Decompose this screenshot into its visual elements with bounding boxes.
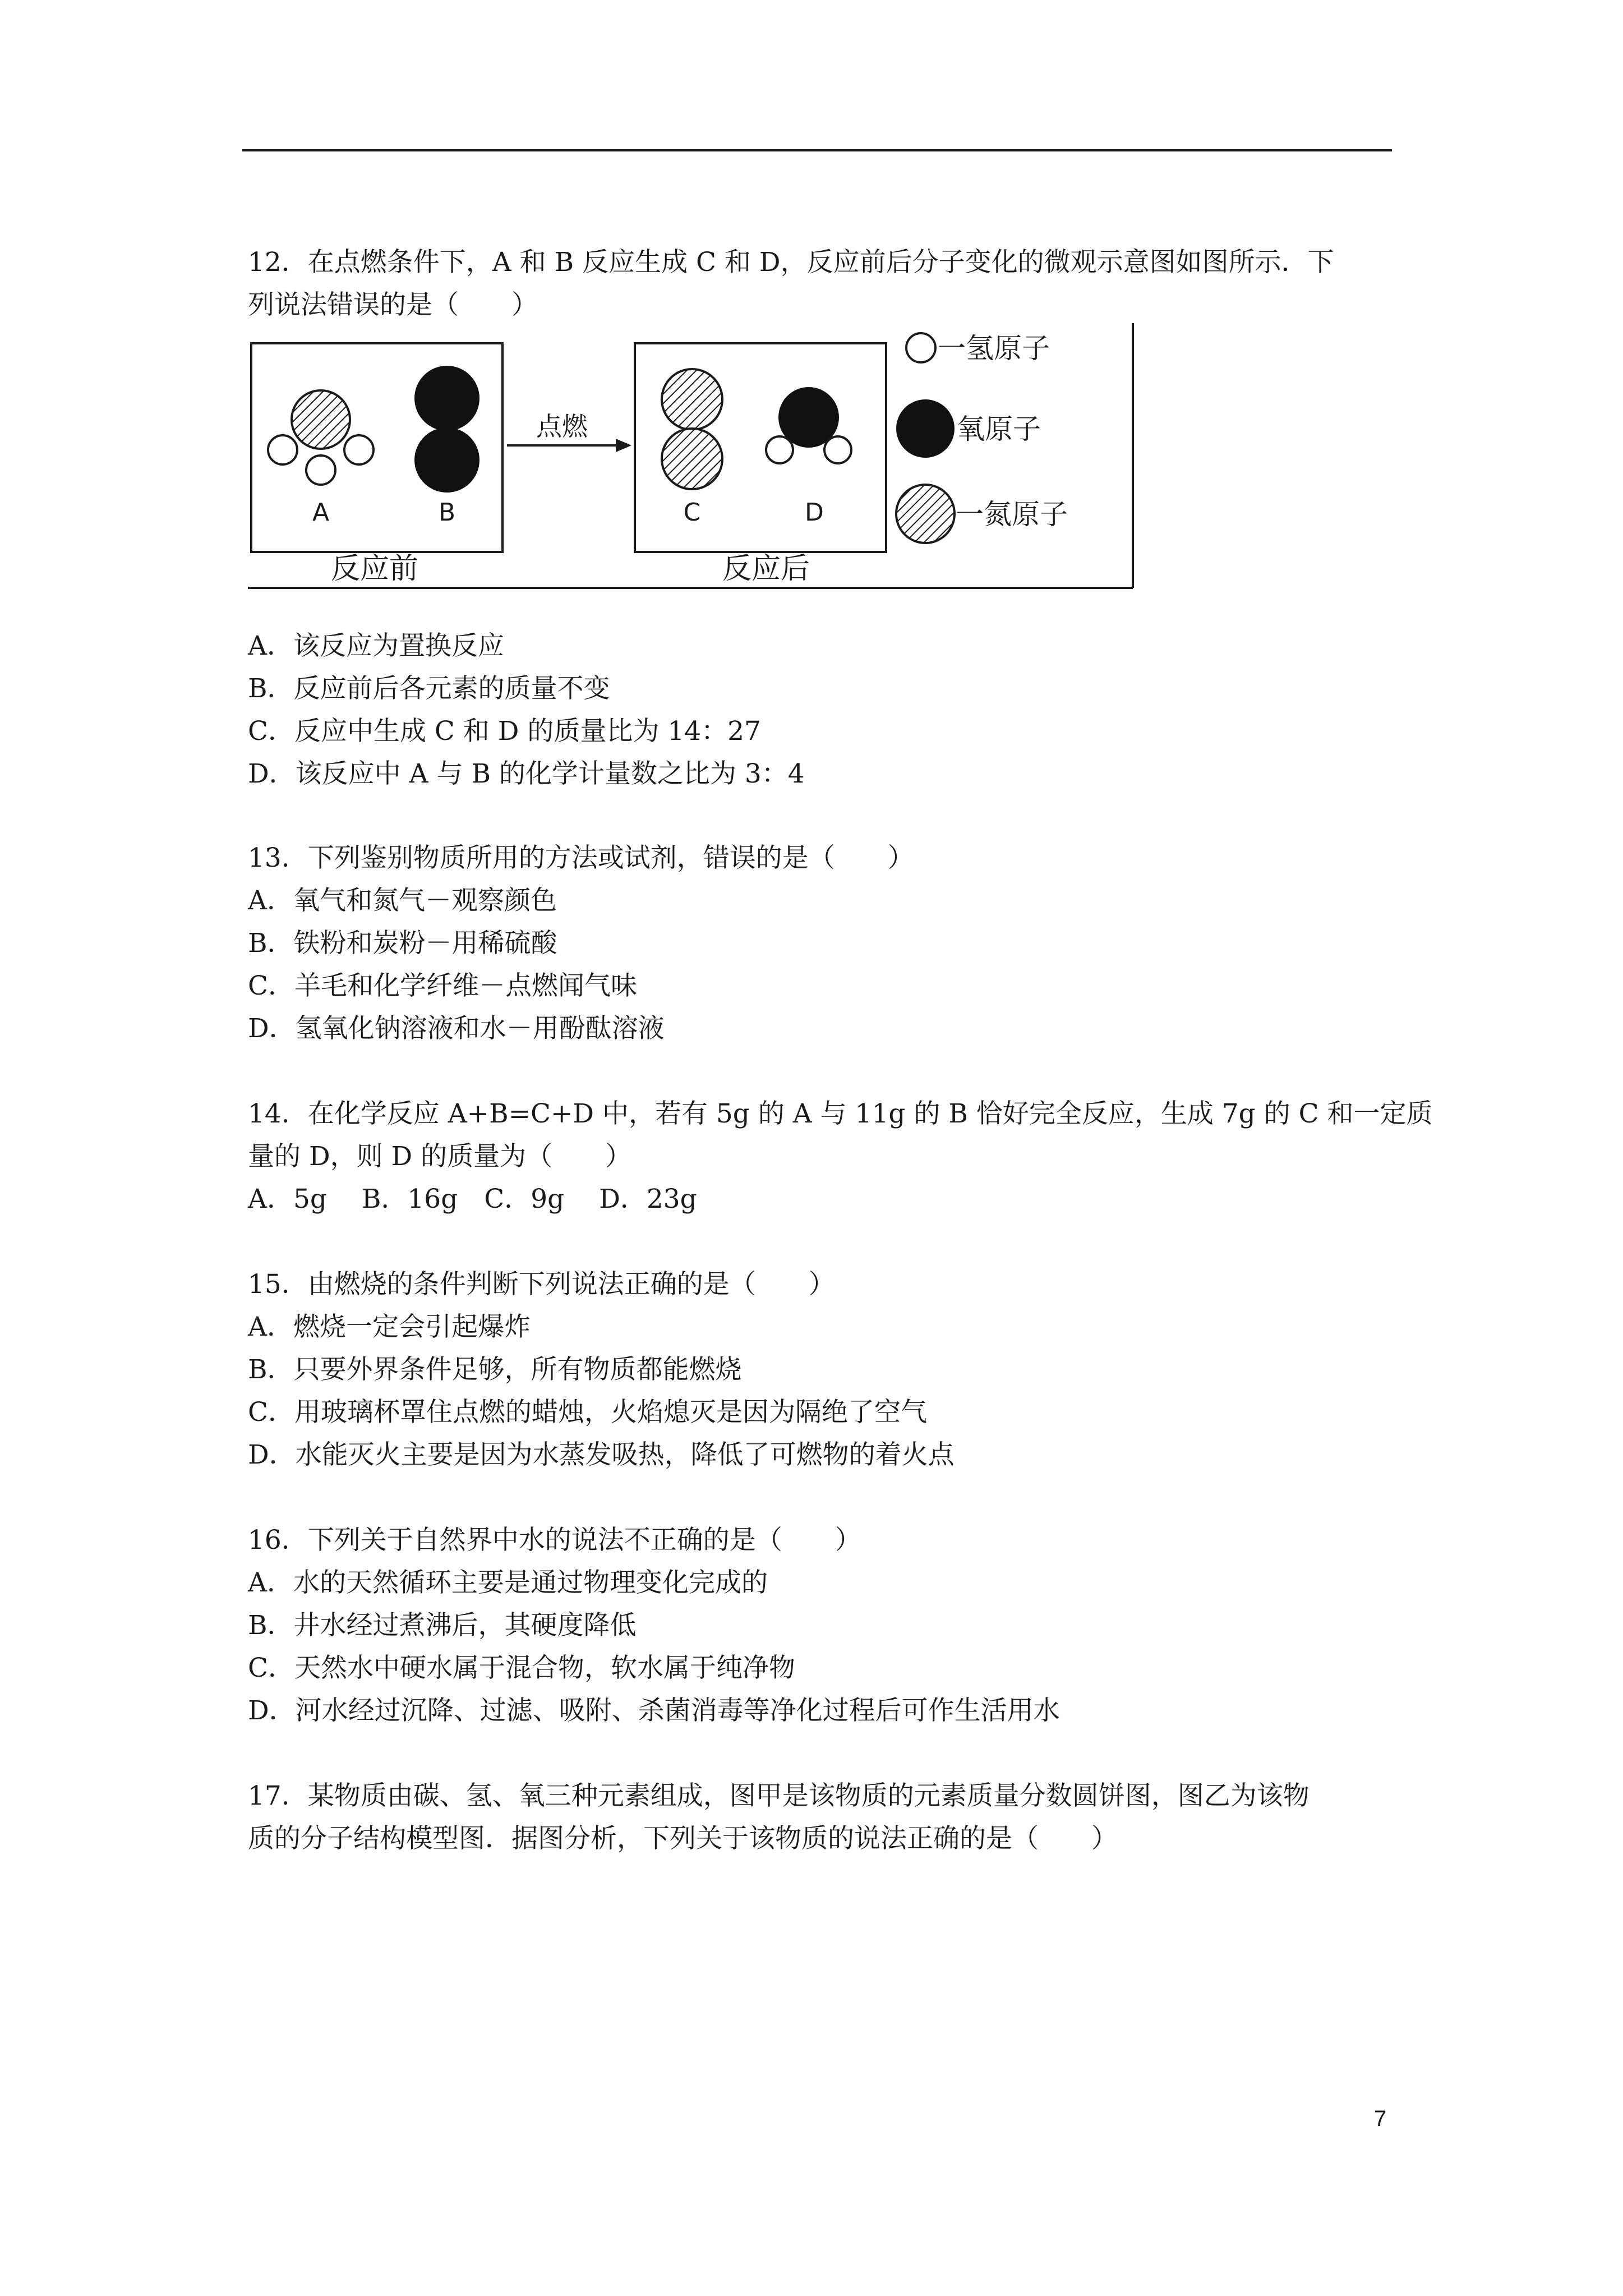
q16-option-b: B．井水经过煮沸后，其硬度降低 xyxy=(248,1610,637,1641)
oxygen-atom xyxy=(414,366,479,431)
q15-option-c: C．用玻璃杯罩住点燃的蜡烛，火焰熄灭是因为隔绝了空气 xyxy=(248,1397,927,1428)
hydrogen-atom xyxy=(344,435,374,464)
q13-option-c: C．羊毛和化学纤维－点燃闻气味 xyxy=(248,970,637,1001)
legend xyxy=(896,332,1068,543)
q17-stem-line2: 质的分子结构模型图．据图分析，下列关于该物质的说法正确的是（ ） xyxy=(248,1823,1118,1854)
q15-option-a: A．燃烧一定会引起爆炸 xyxy=(248,1312,531,1342)
label-d: D xyxy=(805,498,824,527)
nitrogen-atom xyxy=(292,390,350,449)
q12-stem-line1: 12．在点燃条件下，A 和 B 反应生成 C 和 D，反应前后分子变化的微观示意图如图所示．下 xyxy=(248,247,1334,278)
q16-stem: 16．下列关于自然界中水的说法不正确的是（ ） xyxy=(248,1525,861,1556)
q14-options: A．5g B．16g C．9g D．23g xyxy=(248,1184,697,1214)
q16-option-a: A．水的天然循环主要是通过物理变化完成的 xyxy=(248,1567,768,1598)
molecule-c xyxy=(662,369,722,489)
legend-oxygen-swatch xyxy=(896,399,955,458)
nitrogen-atom xyxy=(662,369,722,430)
q13-option-d: D．氢氧化钠溶液和水－用酚酞溶液 xyxy=(248,1013,665,1044)
legend-nitrogen-swatch xyxy=(896,485,955,543)
nitrogen-atom xyxy=(662,429,722,489)
hydrogen-atom xyxy=(268,435,297,464)
legend-hydrogen-swatch xyxy=(906,333,935,362)
q17-stem-line1: 17．某物质由碳、氢、氧三种元素组成，图甲是该物质的元素质量分数圆饼图，图乙为该物 xyxy=(248,1780,1310,1811)
q15-stem: 15．由燃烧的条件判断下列说法正确的是（ ） xyxy=(248,1269,835,1300)
q12-stem-line2: 列说法错误的是（ ） xyxy=(248,289,538,320)
page-number: 7 xyxy=(1374,2106,1387,2131)
legend-nitrogen-label: 一氮原子 xyxy=(956,498,1068,531)
q15-option-d: D．水能灭火主要是因为水蒸发吸热，降低了可燃物的着火点 xyxy=(248,1439,955,1470)
q15-option-b: B．只要外界条件足够，所有物质都能燃烧 xyxy=(248,1354,742,1385)
legend-hydrogen-label: 一氢原子 xyxy=(938,332,1050,365)
molecule-d xyxy=(766,387,851,463)
q12-option-b: B．反应前后各元素的质量不变 xyxy=(248,673,610,704)
molecule-b xyxy=(414,366,479,493)
arrow-head-icon xyxy=(616,439,631,452)
q14-stem-line2: 量的 D，则 D 的质量为（ ） xyxy=(248,1141,632,1172)
before-caption: 反应前 xyxy=(330,552,419,586)
label-b: B xyxy=(438,498,456,527)
oxygen-atom xyxy=(414,427,479,493)
q12-option-a: A．该反应为置换反应 xyxy=(248,631,504,661)
molecule-a xyxy=(268,390,374,485)
header-rule xyxy=(242,149,1392,151)
q12-option-d: D．该反应中 A 与 B 的化学计量数之比为 3：4 xyxy=(248,758,805,789)
q13-option-a: A．氧气和氮气－观察颜色 xyxy=(248,885,557,916)
hydrogen-atom xyxy=(766,436,793,463)
q13-option-b: B．铁粉和炭粉－用稀硫酸 xyxy=(248,928,557,959)
after-caption: 反应后 xyxy=(722,552,810,586)
reaction-diagram xyxy=(248,323,1135,592)
q12-option-c: C．反应中生成 C 和 D 的质量比为 14：27 xyxy=(248,716,761,747)
q13-stem: 13．下列鉴别物质所用的方法或试剂，错误的是（ ） xyxy=(248,843,914,873)
arrow-label: 点燃 xyxy=(536,411,588,441)
legend-oxygen-label: 氧原子 xyxy=(957,413,1041,445)
hydrogen-atom xyxy=(824,436,851,463)
q14-stem-line1: 14．在化学反应 A+B=C+D 中，若有 5g 的 A 与 11g 的 B 恰好完全反应，生成 7g 的 C 和一定质 xyxy=(248,1098,1433,1129)
label-c: C xyxy=(683,498,701,527)
hydrogen-atom xyxy=(306,455,335,485)
label-a: A xyxy=(312,498,330,527)
q16-option-c: C．天然水中硬水属于混合物，软水属于纯净物 xyxy=(248,1653,795,1683)
q16-option-d: D．河水经过沉降、过滤、吸附、杀菌消毒等净化过程后可作生活用水 xyxy=(248,1695,1060,1726)
